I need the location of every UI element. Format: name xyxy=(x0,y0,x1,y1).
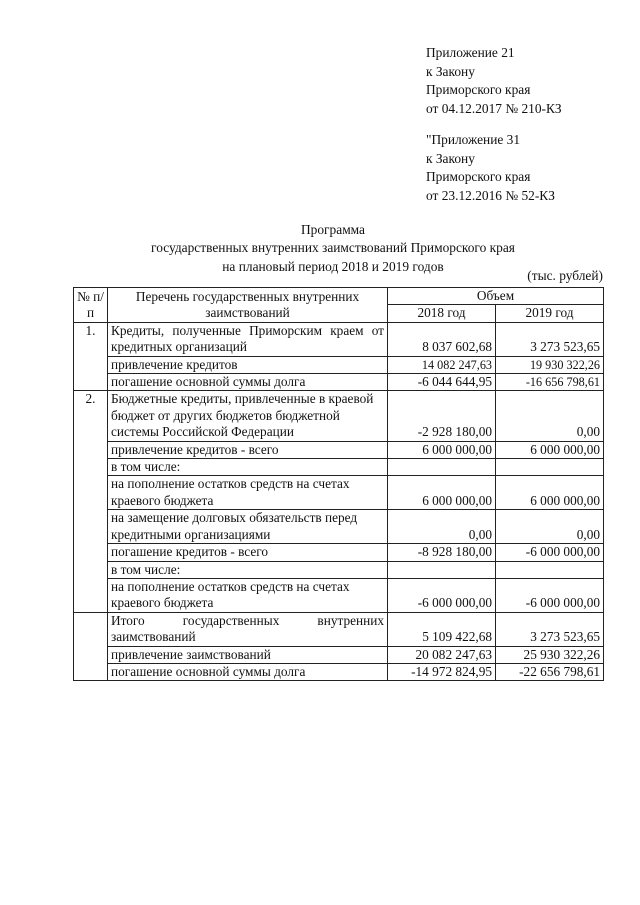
table-row xyxy=(74,544,604,561)
value-2019: 25 930 322,26 xyxy=(496,646,604,663)
row-name: привлечение кредитов xyxy=(108,356,388,373)
value-2018: -8 928 180,00 xyxy=(388,544,496,561)
appendix-line: "Приложение 31 xyxy=(426,132,521,147)
value-2018: 20 082 247,63 xyxy=(388,646,496,663)
row-name: Бюджетные кредиты, привлеченные в краевой бюджет от других бюджетов бюджетной системы Российской Федерации xyxy=(108,391,388,441)
header-2018: 2018 год xyxy=(388,305,496,322)
value-2019: 0,00 xyxy=(496,510,604,544)
row-name: привлечение заимствований xyxy=(108,646,388,663)
value-2018 xyxy=(388,459,496,476)
header-num: № п/п xyxy=(74,288,108,323)
value-2019: 0,00 xyxy=(496,391,604,441)
table-row xyxy=(74,356,604,373)
table-row xyxy=(74,476,604,510)
value-2019: 3 273 523,65 xyxy=(496,322,604,356)
row-number: 2. xyxy=(74,391,108,612)
row-name: погашение основной суммы долга xyxy=(108,663,388,680)
value-2019: 3 273 523,65 xyxy=(496,612,604,646)
appendix-line: Приморского края xyxy=(426,82,531,98)
value-2019: -6 000 000,00 xyxy=(496,578,604,612)
value-2018: -6 044 644,95 xyxy=(388,374,496,391)
value-2018: 8 037 602,68 xyxy=(388,322,496,356)
row-name: в том числе: xyxy=(108,561,388,578)
value-2018: 0,00 xyxy=(388,510,496,544)
row-name: в том числе: xyxy=(108,459,388,476)
row-name: на пополнение остатков средств на счетах краевого бюджета xyxy=(108,578,388,612)
table-row xyxy=(74,663,604,680)
value-2018: 5 109 422,68 xyxy=(388,612,496,646)
row-name: на замещение долговых обязательств перед кредитными организациями xyxy=(108,510,388,544)
table-row xyxy=(74,646,604,663)
value-2019: 6 000 000,00 xyxy=(496,476,604,510)
appendix-header xyxy=(426,44,562,118)
table-row xyxy=(74,578,604,612)
header-name: Перечень государственных внутренних заимствований xyxy=(108,288,388,323)
units-label: (тыс. рублей) xyxy=(527,268,603,283)
header-2019: 2019 год xyxy=(496,305,604,322)
original-appendix-header xyxy=(426,131,555,205)
row-number: 1. xyxy=(74,322,108,391)
table-row xyxy=(74,441,604,458)
document-title xyxy=(60,221,606,276)
title-line: на плановый период 2018 и 2019 годов xyxy=(222,258,444,274)
value-2018: 14 082 247,63 xyxy=(388,356,496,373)
value-2018: 6 000 000,00 xyxy=(388,476,496,510)
appendix-line: к Закону xyxy=(426,150,475,166)
table-row xyxy=(74,459,604,476)
value-2018: -14 972 824,95 xyxy=(388,663,496,680)
appendix-line: к Закону xyxy=(426,63,475,79)
value-2018: -6 000 000,00 xyxy=(388,578,496,612)
borrowing-table xyxy=(73,287,604,681)
row-name: Итого государственных внутренних заимствований xyxy=(108,612,388,646)
value-2019: 19 930 322,26 xyxy=(496,356,604,373)
table-row xyxy=(74,561,604,578)
table-row xyxy=(74,510,604,544)
title-line: Программа xyxy=(301,222,365,237)
value-2019: -16 656 798,61 xyxy=(496,374,604,391)
table-row xyxy=(74,322,604,356)
row-name: погашение кредитов - всего xyxy=(108,544,388,561)
value-2019: -6 000 000,00 xyxy=(496,544,604,561)
value-2018: -2 928 180,00 xyxy=(388,391,496,441)
appendix-line: от 23.12.2016 № 52-КЗ xyxy=(426,187,555,203)
row-number xyxy=(74,612,108,681)
appendix-line: Приморского края xyxy=(426,169,531,185)
title-line: государственных внутренних заимствований Приморского края xyxy=(151,240,515,256)
value-2019 xyxy=(496,561,604,578)
value-2019: 6 000 000,00 xyxy=(496,441,604,458)
value-2019 xyxy=(496,459,604,476)
header-volume: Объем xyxy=(388,288,604,305)
table-row xyxy=(74,612,604,646)
table-row xyxy=(74,374,604,391)
appendix-line: от 04.12.2017 № 210-КЗ xyxy=(426,100,562,116)
value-2018 xyxy=(388,561,496,578)
row-name: на пополнение остатков средств на счетах краевого бюджета xyxy=(108,476,388,510)
row-name: Кредиты, полученные Приморским краем от кредитных организаций xyxy=(108,322,388,356)
value-2019: -22 656 798,61 xyxy=(496,663,604,680)
appendix-line: Приложение 21 xyxy=(426,45,515,60)
row-name: погашение основной суммы долга xyxy=(108,374,388,391)
table-row xyxy=(74,391,604,441)
row-name: привлечение кредитов - всего xyxy=(108,441,388,458)
value-2018: 6 000 000,00 xyxy=(388,441,496,458)
